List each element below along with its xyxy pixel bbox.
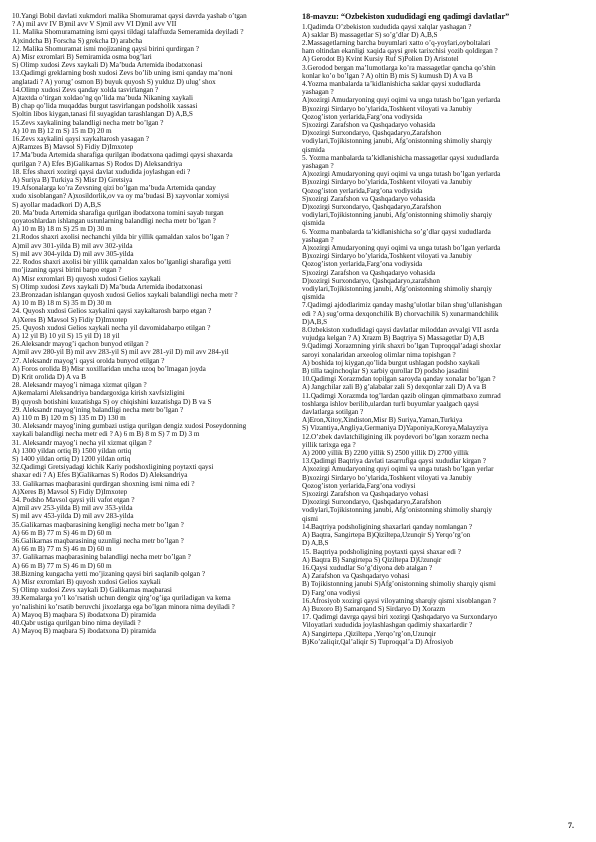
text-line: 23.Bronzadan ishlangan quyosh xudosi Gelios xaykali balandligi necha metr ? <box>12 290 238 299</box>
text-line: 13.Qadimgi Baqtriya davlati tasarrufiga qaysi xududlar kirgan ? <box>302 457 486 466</box>
text-line: A) Baqtra, Sangirtepa B)Qiziltepa,Uzunqir S) Yerqo’rg’on <box>302 531 471 540</box>
text-line: A) 66 m B) 77 m S) 46 m D) 60 m <box>12 545 112 554</box>
text-line: 35.Galikarnas maqbarasining kengligi necha metr bo’lgan ? <box>12 520 184 529</box>
text-line: saroyi xonalaridan arxeolog olimlar nima topishgan ? <box>302 350 456 359</box>
text-line: A) 66 m B) 77 m S) 46 m D) 60 m <box>12 561 112 570</box>
text-line: 15. Baqtriya podsholigining poytaxti qaysi shaxar edi ? <box>302 547 461 556</box>
text-line: A)Xeres B) Mavsol S) Fidiy D)Imxotep <box>12 315 128 324</box>
text-line: 11. Malika Shomuramatning ismi qaysi tildagi talaffuzda Semeramida deyiladi ? <box>12 28 244 37</box>
text-line: A) 10 m B) 18 m S) 35 m D) 30 m <box>12 299 112 308</box>
text-line: 14.Baqtriya podsholigining shaxarlari qanday nomlangan ? <box>302 522 473 531</box>
text-line: 4.Yozma manbalarda ta’kidlanishicha saklar qaysi xududlarda <box>302 79 481 88</box>
text-line: A) 2000 yillik B) 2200 yillik S) 2500 yillik D) 2700 yillik <box>302 449 469 458</box>
text-line: 8.Ozbekiston xududidagi qaysi davlatlar miloddan avvalgi VII asrda <box>302 326 499 335</box>
text-line: 16.Afrosiyob xozirgi qaysi viloyatning sharqiy qismi xisoblangan ? <box>302 596 496 605</box>
text-line: 2.Massagetlarning barcha buyumlari xatto o’q-yoylari,oyboltalari <box>302 38 491 47</box>
text-line: 9.Qadimgi Xorazmning yirik shaxri bo’lgan Tuproqqal’adagi shoxlar <box>302 342 502 351</box>
text-line: A)xozirgi Amudaryoning quyi oqimi va unga tutash bo’lgan yerlarda <box>302 96 501 105</box>
text-line: S)xozirgi Zarafshon va Qashqadaryo vohasida <box>302 120 436 129</box>
text-line: qismida <box>302 145 325 154</box>
text-line: 40.Qabr ustiga qurilgan bino nima deyiladi ? <box>12 619 141 628</box>
text-line: S) Olimp xudosi Zevs xaykali D) Ma’buda Artemida ibodatxonasi <box>12 282 203 291</box>
text-line: B)Ko’zaliqir,Qal’aliqir S) Tuproqqal’a D) Afrosiyob <box>302 637 454 646</box>
text-line: B) quyosh botishini kuzatishga S) oy chiqishini kuzatishga D) B va S <box>12 397 212 406</box>
text-line: qismida <box>302 293 325 302</box>
text-line: A) 12 yil B) 10 yil S) 15 yil D) 18 yil <box>12 331 120 340</box>
text-line: A) 10 m B) 18 m S) 25 m D) 30 m <box>12 225 112 234</box>
text-line: 11.Qadimgi Xorazmda tog’lardan qazib olingan qimmatbaxo zumrad <box>302 391 501 400</box>
text-line: 13.Qadimgi greklarning bosh xudosi Zevs bo’lib uning ismi qanday ma’noni <box>12 69 233 78</box>
text-line: 14.Olimp xudosi Zevs qanday xolda tasvirlangan ? <box>12 85 159 94</box>
text-line: 36.Galikarnas maqbarasining uzunligi necha metr bo’lgan ? <box>12 537 184 545</box>
text-line: D)xozirgi Surxondaryo, Qashqadaryo,Zarafshon <box>302 202 442 211</box>
text-line: B)xozirgi Sirdaryo bo’ylarida,Toshkent viloyati va Janubiy <box>302 178 472 187</box>
text-line: 17.Ma’buda Artemida sharafiga qurilgan ibodatxona qadimgi qaysi shaxarda <box>12 151 233 160</box>
text-line: 16.Zevs xaykalini qaysi xaykaltarosh yasagan ? <box>12 135 149 144</box>
text-line: 29. Aleksandr mayog’ining balandligi necha metr bo’lgan ? <box>12 405 184 414</box>
text-line: A) 10 m B) 12 m S) 15 m D) 20 m <box>12 126 112 135</box>
text-line: 34. Podsho Mavsol qaysi yili vafot etgan ? <box>12 495 135 504</box>
text-line: A)kemalarni Aleksandriya bandargoxiga kirish xavfsizligini <box>12 389 185 398</box>
text-line: yo’nalishini ko’rsatib beruvchi jixozlarga ega bo’lgan minora nima deyiladi ? <box>12 602 235 611</box>
text-line: qismida <box>302 219 325 228</box>
text-line: 27. Aleksandr mayog’i qaysi orolda bunyod etilgan ? <box>12 356 165 365</box>
text-line: shaxar edi ? A) Efes B)Galikarnas S) Rodos D) Aleksandriya <box>12 471 188 480</box>
text-line: D) Farg’ona vodiysi <box>302 588 361 597</box>
text-line: anglatadi ? A) yorug’ osmon B) buyuk quyosh S) yulduz D) ulug’ shox <box>12 77 216 86</box>
text-line: A)taxtda o’tirgan xoldao’ng qo’lida ma’buda Nikaning xaykali <box>12 94 193 103</box>
text-line: A)Eron,Xitoy,Xindiston,Misr B) Suriya,Yaman,Turkiya <box>302 416 463 425</box>
text-line: 21.Rodos shaxri axolisi nechanchi yilda bir yillik qamaldan xalos bo’lgan ? <box>12 233 229 242</box>
text-line: B)xozirgi Sirdaryo bo’ylarida,Toshkent viloyati va Janubiy <box>302 104 472 113</box>
text-line: 28. Aleksandr mayog’i nimaga xizmat qilgan ? <box>12 381 147 390</box>
text-line: 38.Bizning kungacha yetti mo’jizaning qaysi biri saqlanib qolgan ? <box>12 569 206 578</box>
text-line: vodiylari,Tojikistonning janubi, Afg’onistonning shimoliy sharqiy <box>302 285 492 293</box>
text-line: A)xindcha B) Forscha S) grekcha D) arabcha <box>12 36 143 45</box>
text-line: yillik tarixga ega ? <box>302 440 356 449</box>
text-line: 25. Quyosh xudosi Gelios xaykali necha yil davomidabarpo etilgan ? <box>12 323 211 332</box>
right-column <box>302 12 584 834</box>
text-line: A) Baqtra B) Sangirtepa S) Qiziltepa D)Uzunqir <box>302 555 442 564</box>
text-line: davlatlarga sotilgan ? <box>302 408 364 417</box>
text-line: A) Misr exromlari B) quyosh xudosi Gelios xaykali <box>12 578 161 587</box>
text-line: B) chap qo’lida muqaddas burgut tasvirlangan podsholik xassasi <box>12 102 198 111</box>
text-line: S) ayollar madadkori D) A,B,S <box>12 200 102 209</box>
text-line: A)mil avv 301-yilda B) mil avv 302-yilda <box>12 241 133 250</box>
text-line: Qozog’iston yerlarida,Farg’ona vodiysi <box>302 481 416 490</box>
text-line: ham oltindan ekanligi xaqida qaysi grek tarixchisi yozib qoldirgan ? <box>302 47 498 56</box>
text-line: qoyatoshlardan ishlangan ustunlarning balandligi necha metr bo’lgan ? <box>12 217 216 226</box>
left-column <box>12 12 294 834</box>
text-line: A)mil avv 253-yilda B) mil avv 353-yilda <box>12 504 133 513</box>
text-line: 12.O’zbek davlatchiligining ilk poydevori bo’lgan xorazm necha <box>302 432 489 441</box>
text-line: 3.Gerodod bergan ma’lumotlarga ko’ra massagetlar qancha qo’shin <box>302 63 496 72</box>
text-line: 33. Galikarnas maqbarasini qurdirgan shoxning ismi nima edi ? <box>12 479 195 488</box>
text-line: A) Foros orolida B) Misr xoxillaridan uncha uzoq bo’lmagan joyda <box>12 364 206 373</box>
page-number: 7. <box>568 821 574 830</box>
text-line: 10.Qadimgi Xorazmdan topilgan saroyda qanday xonalar bo’lgan ? <box>302 375 496 384</box>
text-line: vodiylari,Tojikistonning janubi, Afg’onistonning shimoliy sharqiy <box>302 211 492 220</box>
text-line: B)xozirgi Sirdaryo bo’ylarida,Toshkent viloyati va Janubiy <box>302 473 472 482</box>
text-line: mo’jizaning qaysi birini barpo etgan ? <box>12 266 122 275</box>
text-line: A) Misr exromlari B) Semiramida osma bog’lari <box>12 53 152 62</box>
text-line: Qozog’iston yerlarida,Farg’ona vodiysida <box>302 260 423 269</box>
text-line: D)xozirgi Surxondaryo, Qashqadaryo,Zarafshon <box>302 498 442 507</box>
text-line: S)xozirgi Zarafshon va Qashqadaryo vohasi <box>302 490 429 499</box>
text-line: 1.Qadimda O’zbekiston xududida qaysi xalqlar yashagan ? <box>302 22 472 31</box>
text-line: 19.Afsonalarga ko’ra Zevsning qizi bo’lgan ma’buda Artemida qanday <box>12 184 216 193</box>
text-line: qismi <box>302 514 318 523</box>
text-line: yashagan ? <box>302 88 334 97</box>
text-line: A)Xeres B) Mavsol S) Fidiy D)Imxotep <box>12 487 128 496</box>
text-line: A) Jangchilar zali B) g’alabalar zali S) dexqonlar zali D) A va B <box>302 383 487 392</box>
text-line: vodiylari,Tojikistonning janubi, Afg’onistonning shimoliy sharqiy <box>302 506 492 515</box>
text-line: edi ? A) sug’orma dexqonchilik B) chorvachilik S) xunarmandchilik <box>302 309 499 318</box>
text-line: A) Suriya B) Turkiya S) Misr D) Gretsiya <box>12 176 133 185</box>
text-line: A)xozirgi Amudaryoning quyi oqimi va unga tutash bo’lgan yerlarda <box>302 243 501 252</box>
text-line: qurilgan ? A) Efes B)Galikarnas S) Rodos D) Aleksandriya <box>12 159 183 168</box>
text-line: A) Misr exromlari B) quyosh xudosi Gelios xaykali <box>12 274 161 283</box>
text-line: Qozog’iston yerlarida,Farg’ona vodiysida <box>302 186 423 195</box>
text-line: 24. Quyosh xudosi Gelios xaykalini qaysi xaykaltarosh barpo etgan ? <box>12 307 212 316</box>
text-line: B) Tojikistonning janubi S)Afg’onistonning shimoliy sharqiy qismi <box>302 580 496 589</box>
text-line: vujudga kelgan ? A) Xrazm B) Baqtriya S) Massagetlar D) A,B <box>302 334 485 343</box>
text-line: yashagan ? <box>302 235 334 244</box>
text-line: vodiylari,Tojikistonning janubi, Afg’onistonning shimoliy sharqiy <box>302 137 492 146</box>
text-line: 16.Qaysi xududlar So’g’diyona deb atalgan ? <box>302 563 433 572</box>
text-line: A) Sangirtepa ,Qiziltepa ,Yerqo’rg’on,Uzunqir <box>302 629 437 638</box>
text-line: A) Buxoro B) Samarqand S) Sirdaryo D) Xorazm <box>302 604 446 613</box>
text-line: S) Vizantiya,Angliya,Germaniya D)Yaponiya,Koreya,Malayziya <box>302 424 488 433</box>
text-line: A) Zarafshon va Qashqadaryo vohasi <box>302 572 410 581</box>
text-line: S)oltin libos kiygan,tanasi fil suyagidan tarashlangan D) A,B,S <box>12 110 193 119</box>
two-column-layout <box>12 12 584 834</box>
text-line: toshlarga ishlov berilib,ulardan turli buyumlar yaalgach qaysi <box>302 399 479 408</box>
text-line: D)xozirgi Surxondaryo, Qashqadaryo,Zarafshon <box>302 129 442 138</box>
text-line: A) 110 m B) 120 m S) 135 m D) 130 m <box>12 413 126 422</box>
text-line: konlar ko’o bo’lgan ? A) oltin B) mis S) kumush D) A va B <box>302 71 473 80</box>
text-line: B)xozirgi Sirdaryo bo’ylarida,Toshkent viloyati va Janubiy <box>302 252 472 261</box>
text-line: A) Gerodot B) Kvint Kursiy Ruf S)Polien D) Aristotel <box>302 55 459 64</box>
right-column-body <box>302 23 584 646</box>
text-line: yashagan ? <box>302 161 334 170</box>
text-line: A) Mayoq B) maqbara S) ibodatxona D) piramida <box>12 627 156 636</box>
text-line: 17. Qadimgi davrga qaysi biri xozirgi Qashqadaryo va Surxondaryo <box>302 613 498 622</box>
text-line: 22. Rodos shaxri axolisi bir yillik qamaldan xalos bo’lganligi sharafiga yetti <box>12 258 231 267</box>
text-line: Viloyatlari xududida joylashlashgan qadimiy shaxarlardir ? <box>302 621 473 630</box>
text-line: ? A) mil avv IV B)mil avv V S)mil avv VI D)mil avv VII <box>12 20 177 29</box>
text-line: 30. Aleksandr mayog’ining gumbazi ustiga qurilgan dengiz xudosi Poseydonning <box>12 422 247 431</box>
text-line: S)xozirgi Zarafshon va Qashqadaryo vohasida <box>302 194 436 203</box>
text-line: B) tilla taqinchoqlar S) xarbiy qurollar D) podsho jasadini <box>302 367 469 376</box>
text-line: 31. Aleksandr mayog’i necha yil xizmat qilgan ? <box>12 438 152 447</box>
text-line: S) mil avv 453-yilda D) mil avv 283-yilda <box>12 512 134 521</box>
text-line: 5. Yozma manbalarda ta’kidlanishicha massagetlar qaysi xududlarda <box>302 153 499 162</box>
text-line: A) 1300 yildan ortiq B) 1500 yildan ortiq <box>12 446 132 455</box>
section-title: 18-mavzu: “Ozbekiston xududidagi eng qadimgi davlatlar” <box>302 12 510 21</box>
text-line: 39.Kemalarga yo’l ko’rsatish uchun dengiz qirg’og’iga quriladigan va kema <box>12 594 231 603</box>
text-line: S) Olimp xudosi Zevs xaykali D) Galikarnas maqbarasi <box>12 586 172 595</box>
text-line: A)xozirgi Amudaryoning quyi oqimi va unga tutash bo’lgan yerlar <box>302 465 494 474</box>
text-line: 10.Yangi Bobil davlati xukmdori malika Shomuramat qaysi davrda yashab o’tgan <box>12 12 247 20</box>
text-line: S)xozirgi Zarafshon va Qashqadaryo vohasida <box>302 268 436 277</box>
text-line: 12. Malika Shomuramat ismi mojizaning qaysi birini qurdirgan ? <box>12 44 199 53</box>
text-line: 26.Aleksandr mayog’i qachon bunyod etilgan ? <box>12 340 149 349</box>
text-line: A) Mayoq B) maqbara S) ibodatxona D) piramida <box>12 610 156 619</box>
text-line: 7.Qadimgi ajdodlarimiz qanday mashg’ulotlar bilan shug’ullanishgan <box>302 301 503 310</box>
text-line: S) mil avv 304-yilda D) mil avv 305-yilda <box>12 249 134 258</box>
text-line: D) A,B,S <box>302 539 329 548</box>
text-line: A) saklar B) massagetlar S) so’g’dlar D) A,B,S <box>302 30 438 39</box>
text-line: S) 1400 yildan ortiq D) 1200 yildan ortiq <box>12 454 131 463</box>
text-line: A) 66 m B) 77 m S) 46 m D) 60 m <box>12 528 112 537</box>
text-line: xaykali balandligi necha metr edi ? A) 6 m B) 8 m S) 7 m D) 3 m <box>12 430 200 439</box>
text-line: A)xozirgi Amudaryoning quyi oqimi va unga tutash bo’lgan yerlarda <box>302 170 501 179</box>
text-line: A)Ramzes B) Mavsol S) Fidiy D)Imxotep <box>12 143 134 152</box>
text-line: xudo xisoblangan? A)xosildorlik,ov va oy ma’budasi B) xayvonlar xomiysi <box>12 192 229 201</box>
text-line: 18. Efes shaxri xozirgi qaysi davlat xududida joylashgan edi ? <box>12 167 191 176</box>
text-line: 15.Zevs xaykalining balandligi necha metr bo’lgan ? <box>12 118 164 127</box>
text-line: S) Olimp xudosi Zevs xaykali D) Ma’buda Artemida ibodatxonasi <box>12 61 203 70</box>
text-line: 32.Qadimgi Gretsiyadagi kichik Kariy podshoxligining poytaxti qaysi <box>12 463 214 472</box>
text-line: D)A,B,S <box>302 317 328 326</box>
text-line: D)xozirgi Surxondaryo, Qashqadaryo,zarafshon <box>302 276 440 285</box>
text-line: Qozog’iston yerlarida,Farg’ona vodiysida <box>302 112 423 121</box>
text-line: 20. Ma’buda Artemida sharafiga qurilgan ibodatxona tomini sayab turgan <box>12 208 224 217</box>
text-line: A) boshida toj kiygan,qo’lida burgut ushlagan podsho xaykali <box>302 358 480 367</box>
text-line: A)mil avv 280-yil B) mil avv 283-yil S) mil avv 281-yil D) mil avv 284-yil <box>12 348 229 357</box>
text-line: 6. Yozma manbalarda ta’kidlanishicha so’g’dlar qaysi xududlarda <box>302 227 491 236</box>
text-line: D) Krit orolida D) A va B <box>12 372 86 381</box>
text-line: 37. Galikarnas maqbarasining balandligi necha metr bo’lgan ? <box>12 553 191 562</box>
